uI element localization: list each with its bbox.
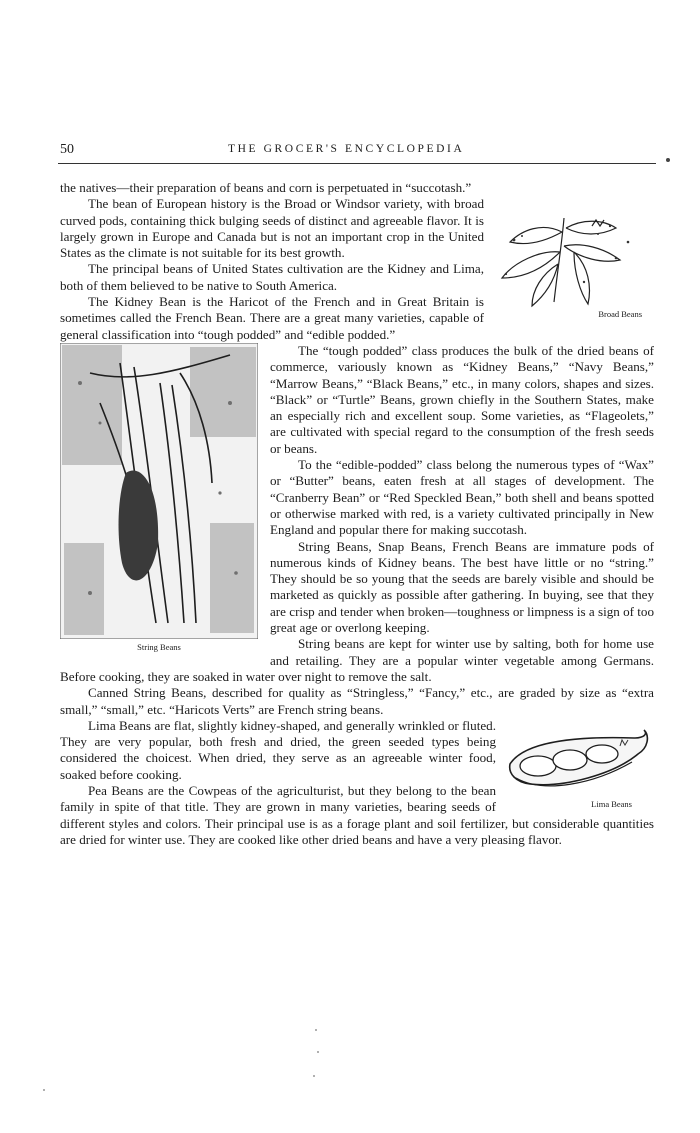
paragraph: Pea Beans are the Cowpeas of the agriculturist, but they belong to the bean family in spite of that title. They are grown in many varieties, bearing seeds of different styles and colors. Their principal use is as a forage plant and soil fertilizer, but considerable quantities are dried for winter use. They are cooked like other dried beans and have a very pleasing flavor. (60, 782, 654, 847)
lima-beans-caption: Lima Beans (591, 798, 632, 809)
string-beans-caption: String Beans (137, 641, 181, 652)
paragraph: String Beans, Snap Beans, French Beans are immature pods of numerous kinds of Kidney beans. The best have little or no “string.” They should be so young that the seeds are barely visible and should be marketed as quickly as possible after gathering. In buying, see that they are crisp and tender when broken—toughness or limpness is a sign of too great age or overlong keeping. (270, 538, 655, 636)
paragraph: The principal beans of United States cultivation are the Kidney and Lima, both of them believed to be native to South America. (60, 261, 484, 293)
page-header (60, 142, 654, 162)
paragraph: Lima Beans are flat, slightly kidney-shaped, and generally wrinkled or fluted. They are very popular, both fresh and dried, the green seeded types being considered the choicest. When dried, they serve as an agreeable winter food, soaked before cooking. (60, 717, 496, 782)
paragraph: The “tough podded” class produces the bulk of the dried beans of commerce, variously known as “Kidney Beans,” “Navy Beans,” “Marrow Beans,” “Black Beans,” etc., in many colors, shapes and sizes. “Black” or “Turtle” Beans, grown chiefly in the Southern States, make an especially rich and excellent soup. Some varieties, as “Flageolets,” are cultivated with special regard to the consumption of the fresh seeds or beans. (270, 342, 654, 456)
paragraph: The bean of European history is the Broad or Windsor variety, with broad curved pods, containing thick bulging seeds of distinct and agreeable flavor. It is largely grown in Europe and Canada but is not an important crop in the United States as the climate is not suitable for its best growth. (60, 196, 484, 261)
paragraph: String beans are kept for winter use by salting, both for home use and retailing. They are a popular winter vegetable among Germans. Before cooking, they are soaked in water over night to remove the salt. (60, 636, 654, 684)
broad-beans-caption: Broad Beans (598, 308, 642, 319)
string-beans-illustration (60, 343, 258, 639)
header-rule (58, 163, 656, 164)
lima-beans-illustration (504, 724, 650, 798)
lima-beans-figure (504, 724, 654, 814)
string-beans-figure (60, 343, 258, 655)
page-number: 50 (60, 142, 74, 157)
broad-beans-figure (492, 212, 654, 322)
broad-beans-illustration (492, 212, 642, 308)
body-text (60, 180, 654, 848)
paragraph: Canned String Beans, described for quality as “Stringless,” “Fancy,” etc., are graded by size as “extra small,” “small,” etc. “Haricots Verts” are French string beans. (60, 685, 654, 717)
paragraph: The Kidney Bean is the Haricot of the French and in Great Britain is sometimes called the French Bean. There are a great many varieties, capable of general classification into “tough podded” and “edible podded.” (60, 294, 484, 342)
running-head: THE GROCER'S ENCYCLOPEDIA (228, 143, 465, 155)
paragraph: To the “edible-podded” class belong the numerous types of “Wax” or “Butter” beans, eaten fresh at all stages of development. The “Cranberry Bean” or “Red Speckled Bean,” both shell and beans spotted or otherwise marked with red, is a variety cultivated principally in New England and popular there for making succotash. (270, 457, 654, 538)
paragraph: the natives—their preparation of beans and corn is perpetuated in “succotash.” (60, 180, 472, 195)
